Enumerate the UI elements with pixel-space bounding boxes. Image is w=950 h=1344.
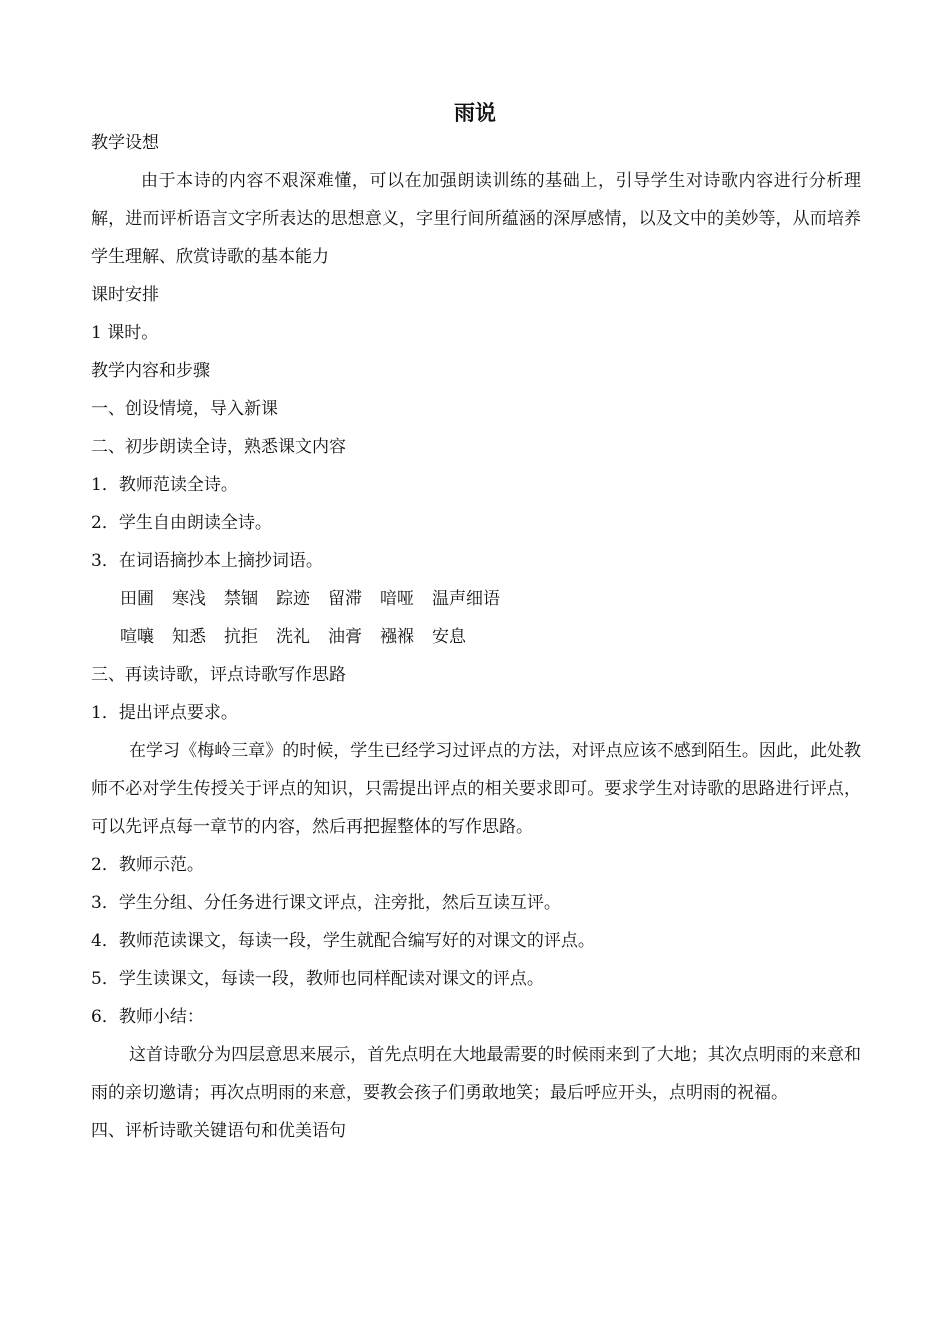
steps-heading: 教学内容和步骤: [91, 361, 210, 381]
step-four-heading: 四、评析诗歌关键语句和优美语句: [91, 1121, 346, 1141]
vocab-word: 温声细语: [432, 589, 500, 609]
vocab-row: [91, 580, 861, 618]
step-three-item: 6．教师小结：: [91, 1007, 204, 1027]
design-heading: 教学设想: [91, 133, 159, 153]
vocab-word: 田圃: [120, 589, 154, 609]
vocab-word: 喧嚷: [120, 627, 154, 647]
schedule-text: 1 课时。: [91, 323, 159, 343]
schedule-heading: 课时安排: [91, 285, 159, 305]
vocab-word: 襁褓: [380, 627, 414, 647]
vocab-word: 抗拒: [224, 627, 258, 647]
step-two-item: 3．在词语摘抄本上摘抄词语。: [91, 551, 323, 571]
review-requirements-paragraph: 在学习《梅岭三章》的时候，学生已经学习过评点的方法，对评点应该不感到陌生。因此，此处教师不必对学生传授关于评点的知识，只需提出评点的相关要求即可。要求学生对诗歌的思路进行评点，可以先评点每一章节的内容，然后再把握整体的写作思路。: [91, 741, 861, 837]
vocab-word: 知悉: [172, 627, 206, 647]
step-three-item: 3．学生分组、分任务进行课文评点，注旁批，然后互读互评。: [91, 893, 561, 913]
step-three-item: 4．教师范读课文，每读一段，学生就配合编写好的对课文的评点。: [91, 931, 595, 951]
vocab-word: 喑哑: [380, 589, 414, 609]
vocab-word: 留滞: [328, 589, 362, 609]
step-three-item: 5．学生读课文，每读一段，教师也同样配读对课文的评点。: [91, 969, 544, 989]
step-three-item: 1．提出评点要求。: [91, 703, 238, 723]
step-three-heading: 三、再读诗歌，评点诗歌写作思路: [91, 665, 346, 685]
vocab-word: 安息: [432, 627, 466, 647]
step-two-heading: 二、初步朗读全诗，熟悉课文内容: [91, 437, 346, 457]
vocab-word: 禁锢: [224, 589, 258, 609]
document-title: 雨说: [454, 101, 496, 125]
vocab-word: 油膏: [328, 627, 362, 647]
step-two-item: 2．学生自由朗读全诗。: [91, 513, 272, 533]
design-paragraph: 由于本诗的内容不艰深难懂，可以在加强朗读训练的基础上，引导学生对诗歌内容进行分析理解，进而评析语言文字所表达的思想意义，字里行间所蕴涵的深厚感情，以及文中的美妙等，从而培养学生理解、欣赏诗歌的基本能力: [91, 171, 861, 267]
vocab-row: [91, 618, 861, 656]
step-one-heading: 一、创设情境，导入新课: [91, 399, 278, 419]
step-two-item: 1．教师范读全诗。: [91, 475, 238, 495]
summary-paragraph: 这首诗歌分为四层意思来展示，首先点明在大地最需要的时候雨来到了大地；其次点明雨的来意和雨的亲切邀请；再次点明雨的来意，要教会孩子们勇敢地笑；最后呼应开头，点明雨的祝福。: [91, 1045, 861, 1103]
vocab-word: 踪迹: [276, 589, 310, 609]
step-three-item: 2．教师示范。: [91, 855, 204, 875]
vocab-word: 洗礼: [276, 627, 310, 647]
document-body: [91, 124, 861, 1150]
vocab-word: 寒浅: [172, 589, 206, 609]
